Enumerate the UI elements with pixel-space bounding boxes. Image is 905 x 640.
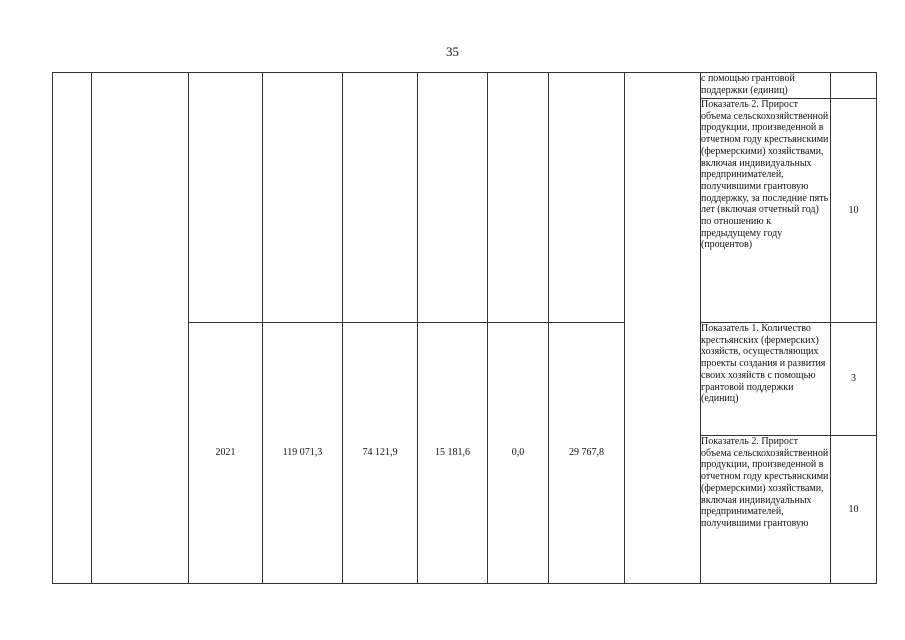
- empty-cell-federal-prev: [343, 73, 418, 323]
- indicator-1-value: 3: [831, 323, 877, 436]
- empty-cell-local-prev: [488, 73, 549, 323]
- indicator-text-continued: с помощью грантовой поддержки (единиц): [701, 73, 831, 99]
- empty-cell-executor: [625, 73, 701, 584]
- year-cell: 2021: [189, 323, 263, 584]
- indicator-2-value: 10: [831, 99, 877, 323]
- indicator-2b-text: Показатель 2. Прирост объема сельскохозяйственной продукции, произведенной в отчетном году крестьянскими (фермерскими) хозяйствами, включая индивидуальных предпринимателей, получившими грантовую: [701, 436, 831, 584]
- other-cell: 29 767,8: [549, 323, 625, 584]
- page-number: 35: [446, 44, 459, 59]
- empty-cell-col2: [92, 73, 189, 584]
- indicator-value-empty: [831, 73, 877, 99]
- empty-cell-year-prev: [189, 73, 263, 323]
- regional-cell: 15 181,6: [418, 323, 488, 584]
- indicator-2-text: Показатель 2. Прирост объема сельскохозяйственной продукции, произведенной в отчетном году крестьянскими (фермерскими) хозяйствами, включая индивидуальных предпринимателей, получившими грантовую поддержку, за последние пять лет (включая отчетный год) по отношению к предыдущему году (процентов): [701, 99, 831, 323]
- total-cell: 119 071,3: [263, 323, 343, 584]
- local-cell: 0,0: [488, 323, 549, 584]
- empty-cell-total-prev: [263, 73, 343, 323]
- empty-cell-regional-prev: [418, 73, 488, 323]
- empty-cell-other-prev: [549, 73, 625, 323]
- federal-cell: 74 121,9: [343, 323, 418, 584]
- program-table: [52, 72, 877, 584]
- indicator-2b-value: 10: [831, 436, 877, 584]
- empty-cell-col1: [53, 73, 92, 584]
- indicator-1-text: Показатель 1. Количество крестьянских (фермерских) хозяйств, осуществляющих проекты создания и развития своих хозяйств с помощью грантовой поддержки (единиц): [701, 323, 831, 436]
